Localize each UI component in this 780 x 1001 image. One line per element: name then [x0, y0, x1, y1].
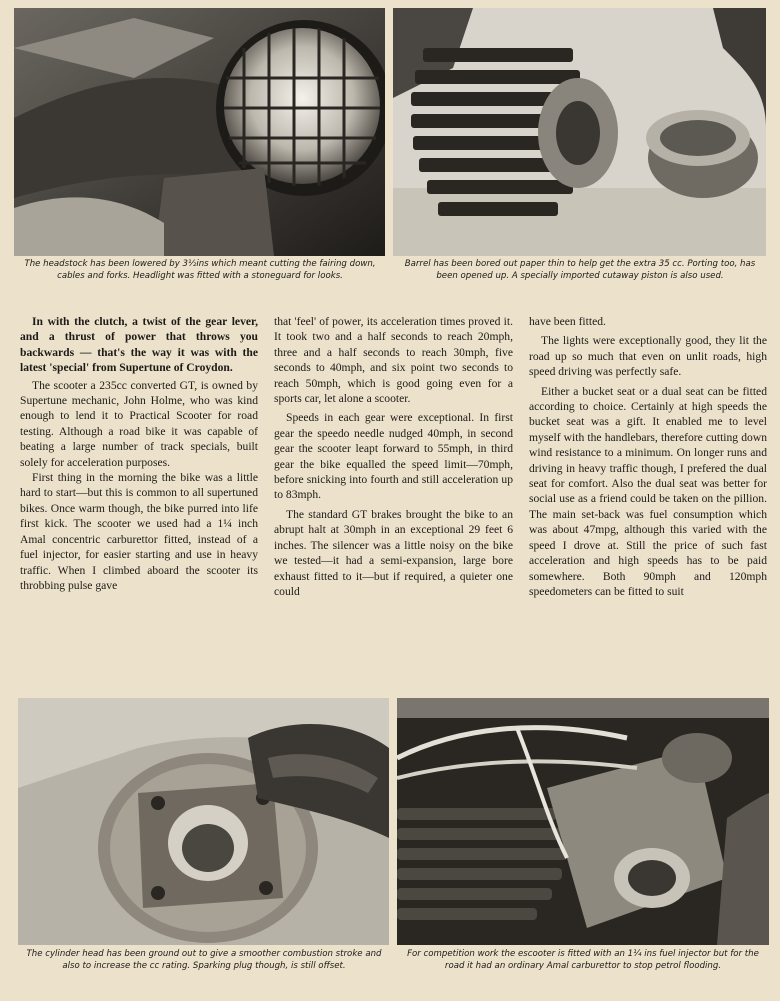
article-column-3	[529, 314, 767, 599]
article-paragraph: The lights were exceptionally good, they lit the road up so much that even on unlit roads, high speed driving was perfectly safe.	[529, 334, 767, 379]
article-paragraph: First thing in the morning the bike was a little hard to start—but this is common to all supertuned bikes. Once warm though, the bike purred into life first kick. The scooter we used had a 1¼ inch Amal concentric carburettor fitted, instead of a fuel injector, for easier starting and use in heavy traffic. When I climbed aboard the scooter its throbbing pulse gave	[20, 471, 258, 592]
article-paragraph: have been fitted.	[529, 315, 606, 328]
engine-carburettor-photo	[397, 698, 769, 945]
caption-engine: For competition work the escooter is fitted with an 1¼ ins fuel injector but for the road it had an ordinary Amal carburettor to stop petrol flooding.	[407, 949, 759, 971]
caption-barrel: Barrel has been bored out paper thin to help get the extra 35 cc. Porting too, has been opened up. A specially imported cutaway piston is also used.	[404, 259, 756, 281]
article-column-2	[274, 314, 513, 599]
article-paragraph: The standard GT brakes brought the bike to an abrupt halt at 30mph in an exceptional 29 feet 6 inches. The silencer was a little noisy on the bike we tested—it had a semi-expansion, large bore exhaust fitted to it—but if required, a quieter one could	[274, 507, 513, 598]
article-paragraph: that 'feel' of power, its acceleration times proved it. It took two and a half seconds to reach 20mph, three and a half seconds to reach 30mph, five seconds to 40mph, and six point two seconds to reach 50mph, which is good going even for a sports car, let alone a scooter.	[274, 315, 513, 406]
article-paragraph: Speeds in each gear were exceptional. In first gear the speedo needle nudged 40mph, in second gear the scooter leapt forward to 55mph, in third gear the bike equalled the speed limit—70mph, before snicking into fourth and still acceleration up to 83mph.	[274, 411, 513, 502]
article-paragraph: The scooter a 235cc converted GT, is owned by Supertune mechanic, John Holme, who was kind enough to lend it to Practical Scooter for road testing. Although a road bike it was capable of beating a large number of track specials, built solely for acceleration purposes.	[20, 378, 258, 469]
cylinder-head-photo	[18, 698, 389, 945]
article-column-1	[20, 314, 258, 593]
cylinder-barrel-and-piston-photo	[393, 8, 766, 256]
article-paragraph: Either a bucket seat or a dual seat can be fitted according to choice. Certainly at high speeds the bucket seat was a gift. It enabled me to level myself with the handlebars, therefore cutting down wind resistance to a minimum. On longer runs and driving in heavy traffic though, I prefered the dual seat for comfort. Also the dual seat was better for social use as a friend could be taken on the pillion. The main set-back was fuel consumption which was about 47mpg, although this varied with the speed I drove at. Still the price of such fast acceleration and high speeds has to be paid somewhere. Both 90mph and 120mph speedometers can be fitted to suit	[529, 384, 767, 598]
article-lead: In with the clutch, a twist of the gear lever, and a thrust of power that throws you backwards — that's the way it was with the latest 'special' from Supertune of Croydon.	[20, 315, 258, 375]
caption-cylinder-head: The cylinder head has been ground out to give a smoother combustion stroke and also to increase the cc rating. Sparking plug though, is still offset.	[26, 949, 382, 971]
caption-headlight: The headstock has been lowered by 3½ins which meant cutting the fairing down, cables and forks. Headlight was fitted with a stoneguard for looks.	[24, 259, 376, 281]
scooter-headlight-stoneguard-photo	[14, 8, 385, 256]
